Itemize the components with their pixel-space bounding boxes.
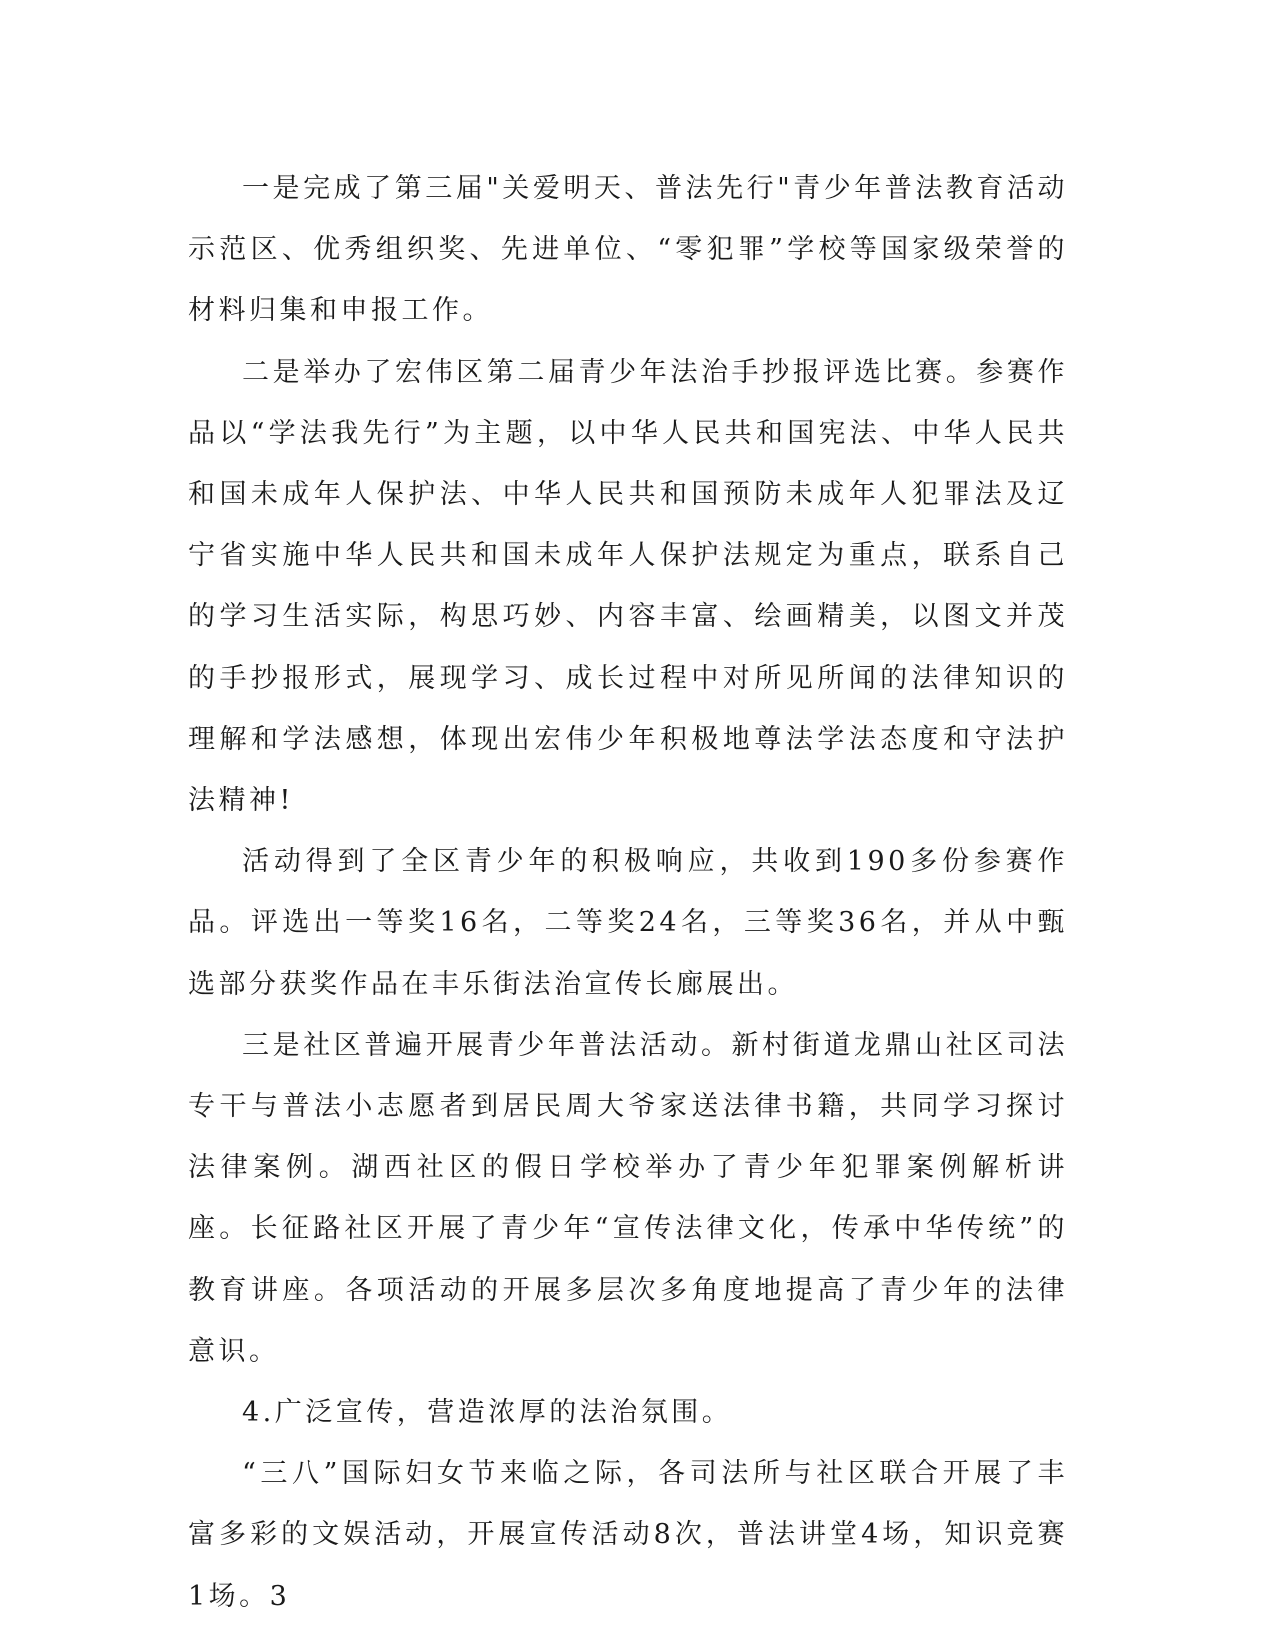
body-text [188,158,1068,1627]
paragraph-4: 三是社区普遍开展青少年普法活动。新村街道龙鼎山社区司法专干与普法小志愿者到居民周大爷家送法律书籍，共同学习探讨法律案例。湖西社区的假日学校举办了青少年犯罪案例解析讲座。长征路社区开展了青少年“宣传法律文化，传承中华传统”的教育讲座。各项活动的开展多层次多角度地提高了青少年的法律意识。 [188,1029,1068,1367]
paragraph-6: “三八”国际妇女节来临之际，各司法所与社区联合开展了丰富多彩的文娱活动，开展宣传活动8次，普法讲堂4场，知识竞赛1场。3 [188,1458,1068,1612]
paragraph-3: 活动得到了全区青少年的积极响应，共收到190多份参赛作品。评选出一等奖16名，二等奖24名，三等奖36名，并从中甄选部分获奖作品在丰乐街法治宣传长廊展出。 [188,846,1068,1000]
paragraph-2: 二是举办了宏伟区第二届青少年法治手抄报评选比赛。参赛作品以“学法我先行”为主题，以中华人民共和国宪法、中华人民共和国未成年人保护法、中华人民共和国预防未成年人犯罪法及辽宁省实施中华人民共和国未成年人保护法规定为重点，联系自己的学习生活实际，构思巧妙、内容丰富、绘画精美，以图文并茂的手抄报形式，展现学习、成长过程中对所见所闻的法律知识的理解和学法感想，体现出宏伟少年积极地尊法学法态度和守法护法精神! [188,356,1068,817]
paragraph-5-heading: 4.广泛宣传，营造浓厚的法治氛围。 [242,1397,733,1429]
paragraph-1: 一是完成了第三届"关爱明天、普法先行"青少年普法教育活动示范区、优秀组织奖、先进单位、“零犯罪”学校等国家级荣誉的材料归集和申报工作。 [188,173,1068,327]
